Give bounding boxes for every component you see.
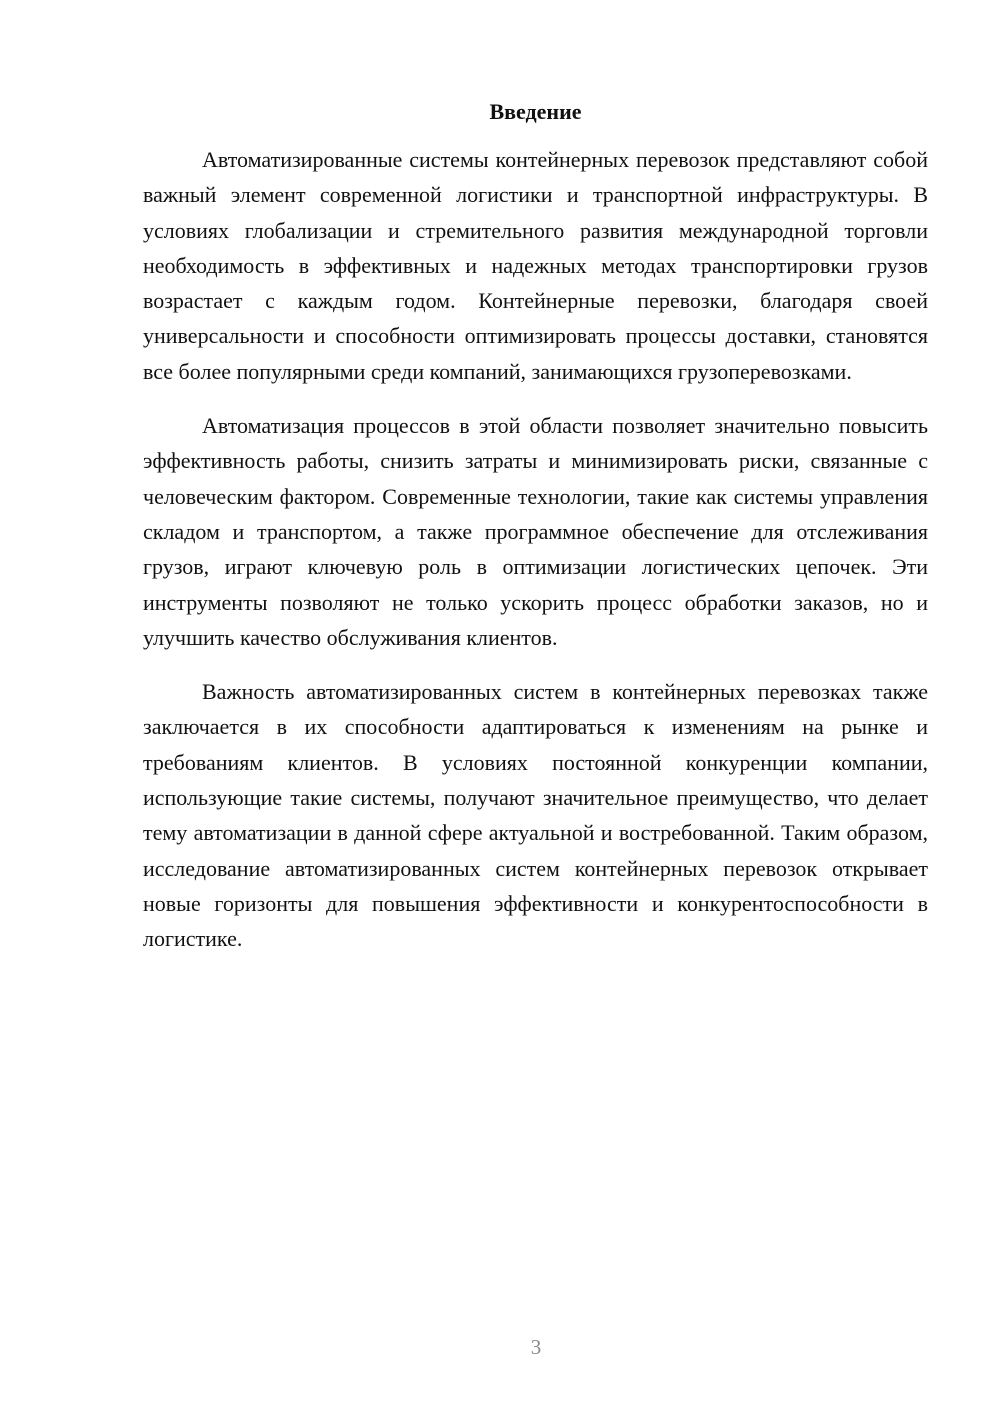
document-body	[143, 142, 928, 976]
paragraph-1: Автоматизированные системы контейнерных перевозок представляют собой важный элемент современной логистики и транспортной инфраструктуры. В условиях глобализации и стремительного развития международной торговли необходимость в эффективных и надежных методах транспортировки грузов возрастает с каждым годом. Контейнерные перевозки, благодаря своей универсальности и способности оптимизировать процессы доставки, становятся все более популярными среди компаний, занимающихся грузоперевозками.	[143, 147, 928, 384]
section-heading: Введение	[489, 99, 582, 124]
paragraph-2: Автоматизация процессов в этой области позволяет значительно повысить эффективность работы, снизить затраты и минимизировать риски, связанные с человеческим фактором. Современные технологии, такие как системы управления складом и транспортом, а также программное обеспечение для отслеживания грузов, играют ключевую роль в оптимизации логистических цепочек. Эти инструменты позволяют не только ускорить процесс обработки заказов, но и улучшить качество обслуживания клиентов.	[143, 413, 928, 650]
page-number: 3	[530, 1335, 542, 1359]
paragraph-3: Важность автоматизированных систем в контейнерных перевозках также заключается в их способности адаптироваться к изменениям на рынке и требованиям клиентов. В условиях постоянной конкуренции компании, использующие такие системы, получают значительное преимущество, что делает тему автоматизации в данной сфере актуальной и востребованной. Таким образом, исследование автоматизированных систем контейнерных перевозок открывает новые горизонты для повышения эффективности и конкурентоспособности в логистике.	[143, 679, 928, 952]
